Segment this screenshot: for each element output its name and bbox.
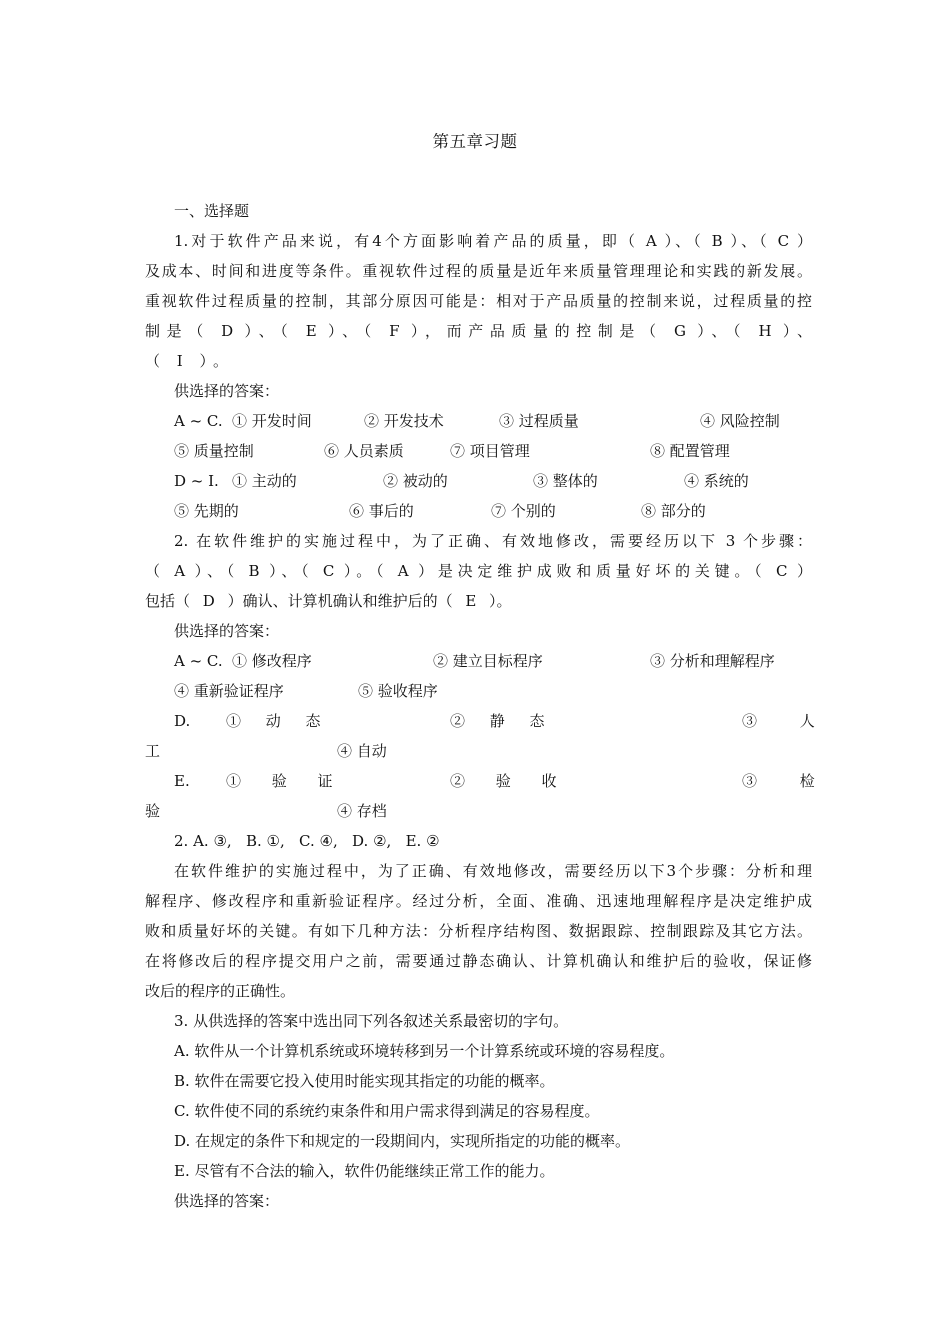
q1-option: ⑥ 事后的 [349, 502, 414, 520]
q2-ac-row-2 [0, 676, 950, 706]
q2-option: ③ 检 [742, 772, 815, 790]
q1-option: ⑦ 个别的 [491, 502, 556, 520]
q2-option: ④ 重新验证程序 [174, 682, 284, 700]
q2-options-label: 供选择的答案： [174, 622, 280, 640]
q2-ac-row-1 [0, 646, 950, 676]
q1-option: ⑤ 质量控制 [174, 442, 254, 460]
q1-option: ⑦ 项目管理 [450, 442, 530, 460]
q1-ac-row-1 [0, 406, 950, 436]
q2-wrap-text: 验 [145, 802, 161, 820]
q1-option: ① 主动的 [232, 472, 297, 490]
q1-ac-row-2 [0, 436, 950, 466]
q1-option: ② 被动的 [383, 472, 448, 490]
page-title: 第五章习题 [432, 132, 518, 151]
q3-item-e: E. 尽管有不合法的输入，软件仍能继续正常工作的能力。 [174, 1162, 555, 1180]
q2-option: ② 验 收 [450, 772, 557, 790]
q2-line-3: 包括（ D ）确认、计算机确认和维护后的（ E ）。 [145, 592, 512, 610]
q1-line-1: 1.对于软件产品来说，有4个方面影响着产品的质量，即（ A ）、（ B ）、（ C ） [174, 232, 812, 250]
q1-line-4: 制是（ D ）、（ E ）、（ F ），而产品质量的控制是（ G ）、（ H ）、 [145, 322, 812, 340]
q2-option: ④ 自动 [337, 742, 387, 760]
section-heading: 一、选择题 [174, 202, 250, 220]
q2-option: ③ 分析和理解程序 [650, 652, 775, 670]
q1-line-3: 重视软件过程质量的控制，其部分原因可能是：相对于产品质量的控制来说，过程质量的控 [145, 292, 812, 310]
q2-e-row [0, 766, 950, 796]
q3-line-1: 3. 从供选择的答案中选出同下列各叙述关系最密切的字句。 [174, 1012, 569, 1030]
q3-item-b: B. 软件在需要它投入使用时能实现其指定的功能的概率。 [174, 1072, 555, 1090]
q1-option: ⑧ 配置管理 [650, 442, 730, 460]
q1-option: ⑥ 人员素质 [324, 442, 404, 460]
q1-option: ⑧ 部分的 [641, 502, 706, 520]
q1-option: ③ 过程质量 [499, 412, 579, 430]
q1-option: ④ 风险控制 [700, 412, 780, 430]
q1-ac-prefix: A ~ C. [174, 412, 223, 430]
q2-option: ⑤ 验收程序 [358, 682, 438, 700]
q2-e-row-cont [0, 796, 950, 826]
q2-option: ③ 人 [742, 712, 815, 730]
q1-option: ③ 整体的 [533, 472, 598, 490]
q2-option: ④ 存档 [337, 802, 387, 820]
q1-di-prefix: D ~ I. [174, 472, 219, 490]
q3-item-c: C. 软件使不同的系统约束条件和用户需求得到满足的容易程度。 [174, 1102, 600, 1120]
q2-option: ① 验 证 [226, 772, 333, 790]
q2-explanation-line: 改后的程序的正确性。 [145, 982, 296, 1000]
q2-option: ② 建立目标程序 [433, 652, 543, 670]
q1-line-2: 及成本、时间和进度等条件。重视软件过程的质量是近年来质量管理理论和实践的新发展。 [145, 262, 812, 280]
q1-option: ② 开发技术 [364, 412, 444, 430]
q2-d-row-cont [0, 736, 950, 766]
q2-explanation-line: 解程序、修改程序和重新验证程序。经过分析，全面、准确、迅速地理解程序是决定维护成 [145, 892, 812, 910]
q1-option: ④ 系统的 [684, 472, 749, 490]
q1-di-row-2 [0, 496, 950, 526]
q2-line-2: （ A ）、（ B ）、（ C ）。（ A ）是决定维护成败和质量好坏的关键。（ C ） [145, 562, 812, 580]
q2-explanation-line: 败和质量好坏的关键。有如下几种方法：分析程序结构图、数据跟踪、控制跟踪及其它方法。 [145, 922, 812, 940]
q2-answer: 2. A. ③, B. ①, C. ④, D. ②, E. ② [174, 832, 440, 850]
q2-option: ② 静 态 [450, 712, 545, 730]
q2-d-prefix: D. [174, 712, 191, 730]
q3-item-d: D. 在规定的条件下和规定的一段期间内，实现所指定的功能的概率。 [174, 1132, 631, 1150]
q1-di-row-1 [0, 466, 950, 496]
q2-option: ① 修改程序 [232, 652, 312, 670]
q2-wrap-text: 工 [145, 742, 161, 760]
q3-options-label: 供选择的答案： [174, 1192, 280, 1210]
q2-e-prefix: E. [174, 772, 190, 790]
q1-option: ⑤ 先期的 [174, 502, 239, 520]
q2-explanation-line: 在将修改后的程序提交用户之前，需要通过静态确认、计算机确认和维护后的验收，保证修 [145, 952, 812, 970]
q1-line-5: （ I ）。 [145, 352, 234, 370]
q2-d-row [0, 706, 950, 736]
q3-item-a: A. 软件从一个计算机系统或环境转移到另一个计算系统或环境的容易程度。 [174, 1042, 675, 1060]
q2-line-1: 2. 在软件维护的实施过程中，为了正确、有效地修改，需要经历以下 3 个步骤： [174, 532, 812, 550]
q2-option: ① 动 态 [226, 712, 321, 730]
q1-options-label: 供选择的答案： [174, 382, 280, 400]
q1-option: ① 开发时间 [232, 412, 312, 430]
q2-ac-prefix: A ~ C. [174, 652, 223, 670]
q2-explanation-line: 在软件维护的实施过程中，为了正确、有效地修改，需要经历以下3个步骤：分析和理 [174, 862, 812, 880]
